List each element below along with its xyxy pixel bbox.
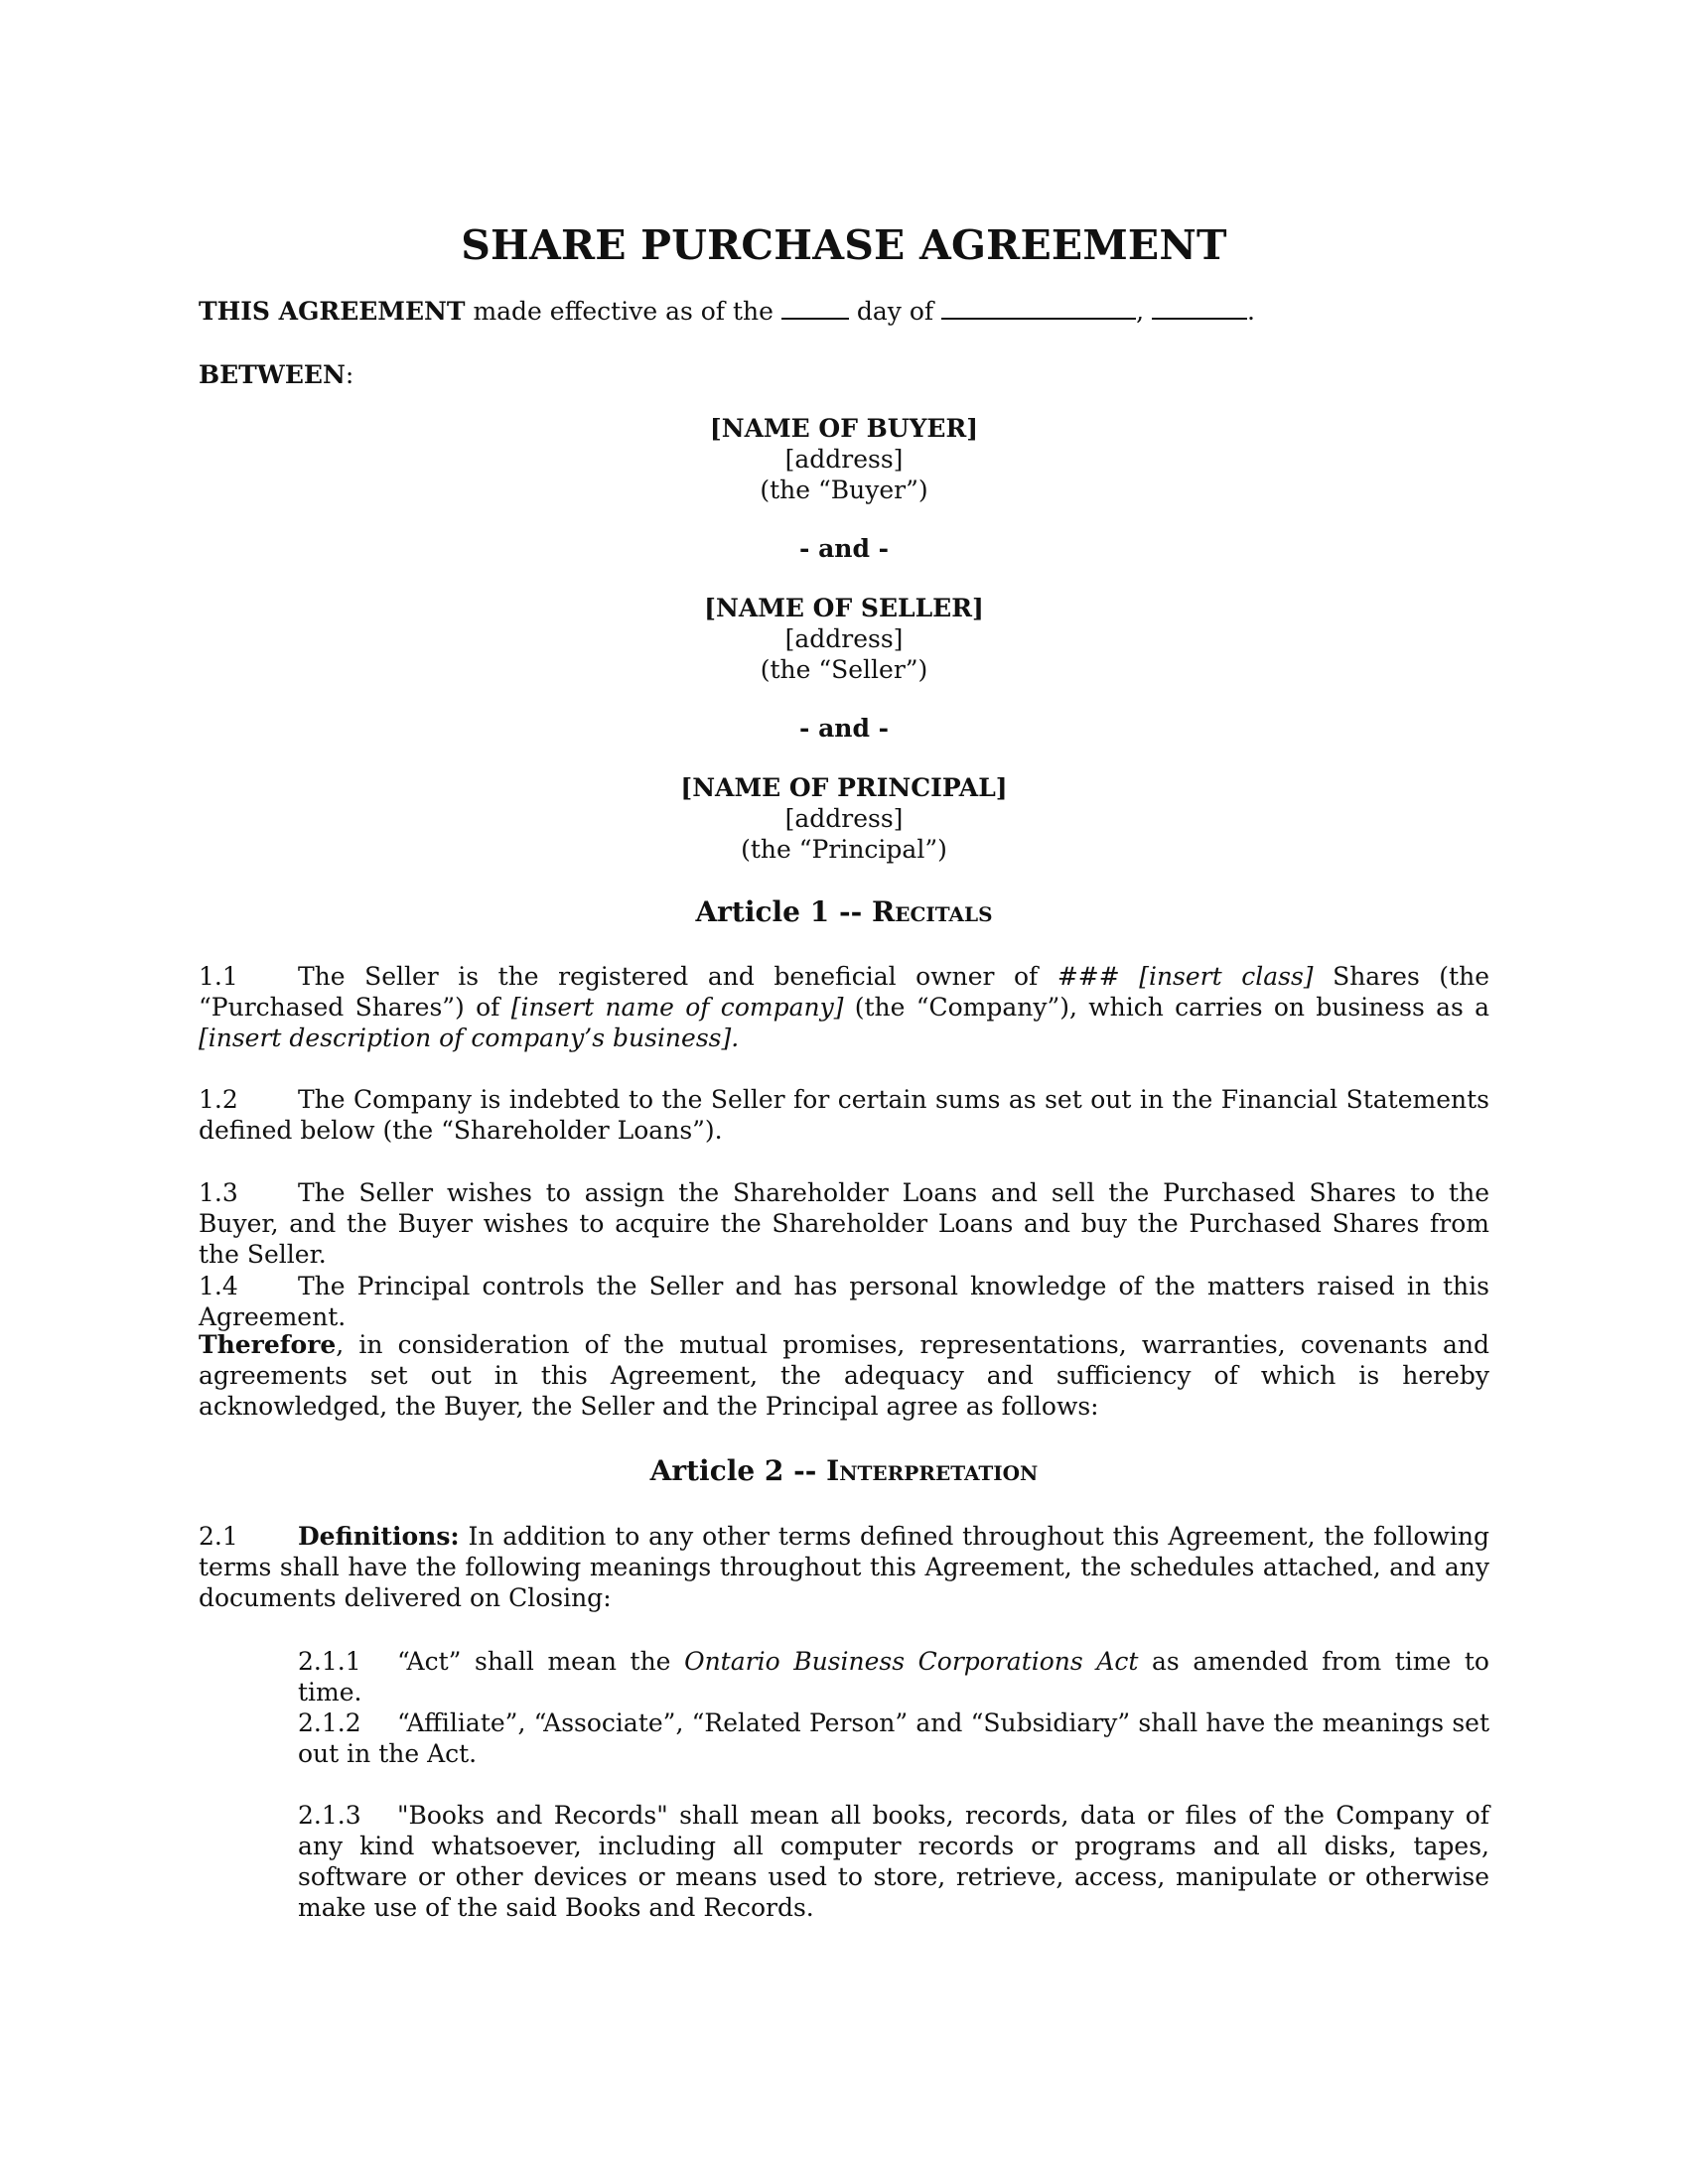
- clause-text: The Seller is the registered and beneficial owner of ###: [298, 962, 1140, 991]
- day-blank[interactable]: [781, 296, 849, 320]
- article-2-heading: [199, 1455, 1489, 1486]
- party-name: [NAME OF PRINCIPAL]: [680, 773, 1008, 802]
- clause-placeholder: [insert name of company]: [510, 993, 844, 1022]
- clause-number: 2.1.1: [298, 1647, 361, 1676]
- clause-number: 1.3: [199, 1178, 238, 1207]
- clause-text: “Affiliate”, “Associate”, “Related Person” and “Subsidiary” shall have the meanings set out in the Act.: [298, 1708, 1489, 1768]
- article-name: Interpretation: [826, 1454, 1039, 1487]
- recital-1-1: [199, 961, 1489, 1053]
- and-separator: - and -: [798, 534, 889, 563]
- article-name: Recitals: [871, 895, 993, 928]
- clause-text: , in consideration of the mutual promises, representations, warranties, covenants and agreements set out in this Agreement, the adequacy and sufficiency of which is hereby acknowledged, the Buyer, the Seller and the Principal agree as follows:: [199, 1330, 1489, 1421]
- clause-text: The Principal controls the Seller and has personal knowledge of the matters raised in this Agreement.: [199, 1272, 1489, 1331]
- document-title: SHARE PURCHASE AGREEMENT: [461, 221, 1227, 269]
- recital-1-2: [199, 1084, 1489, 1146]
- agreement-intro: [199, 296, 1489, 327]
- party-alias: (the “Buyer”): [760, 476, 928, 504]
- intro-text: made effective as of the: [465, 297, 781, 326]
- party-name: [NAME OF SELLER]: [704, 594, 984, 622]
- definition-2-1-2: [298, 1707, 1489, 1769]
- clause-text: The Company is indebted to the Seller for certain sums as set out in the Financial Statements defined below (the “Shareholder Loans”).: [199, 1085, 1489, 1145]
- clause-number: 2.1.3: [298, 1801, 361, 1830]
- month-blank[interactable]: [941, 296, 1136, 320]
- definitions-lead: Definitions:: [298, 1522, 460, 1551]
- clause-text: “Act” shall mean the: [397, 1647, 685, 1676]
- party-address: [address]: [784, 804, 904, 833]
- between-text: BETWEEN: [199, 360, 346, 389]
- definitions-clause: [199, 1521, 1489, 1613]
- clause-placeholder: [insert description of company’s business].: [199, 1024, 740, 1052]
- clause-number: 2.1: [199, 1522, 238, 1551]
- party-alias: (the “Principal”): [741, 835, 947, 864]
- intro-text: ,: [1136, 297, 1152, 326]
- party-name: [NAME OF BUYER]: [709, 414, 979, 443]
- intro-lead: THIS AGREEMENT: [199, 297, 466, 326]
- definition-2-1-1: [298, 1646, 1489, 1707]
- clause-text: In addition to any other terms defined throughout this Agreement, the following terms shall have the following meanings throughout this Agreement, the schedules attached, and any documents delivered on Closing:: [199, 1522, 1489, 1612]
- party-seller: [199, 593, 1489, 685]
- year-blank[interactable]: [1152, 296, 1247, 320]
- recital-1-3: [199, 1177, 1489, 1270]
- clause-number: 1.1: [199, 962, 238, 991]
- document-page: [199, 0, 1489, 2184]
- clause-placeholder: [insert class]: [1139, 962, 1314, 991]
- party-alias: (the “Seller”): [760, 655, 928, 684]
- clause-text: "Books and Records" shall mean all books, records, data or files of the Company of any kind whatsoever, including all computer records or programs and all disks, tapes, software or other devices or means used to store, retrieve, access, manipulate or otherwise make use of the said Books and Records.: [298, 1801, 1489, 1922]
- between-label: [199, 359, 353, 390]
- clause-number: 1.2: [199, 1085, 238, 1114]
- article-label: Article 1 --: [695, 895, 872, 928]
- party-address: [address]: [784, 445, 904, 474]
- intro-text: .: [1246, 297, 1255, 326]
- article-label: Article 2 --: [649, 1454, 827, 1487]
- intro-text: day of: [848, 297, 942, 326]
- therefore-clause: [199, 1329, 1489, 1422]
- article-1-heading: [199, 896, 1489, 927]
- definition-2-1-3: [298, 1800, 1489, 1923]
- and-separator: - and -: [798, 714, 889, 743]
- party-buyer: [199, 413, 1489, 505]
- act-title: Ontario Business Corporations Act: [684, 1647, 1139, 1676]
- clause-number: 2.1.2: [298, 1708, 361, 1737]
- clause-text: (the “Company”), which carries on business as a: [843, 993, 1489, 1022]
- party-address: [address]: [784, 624, 904, 653]
- party-principal: [199, 772, 1489, 865]
- recital-1-4: [199, 1271, 1489, 1332]
- clause-text: Shares (the “Purchased Shares”) of: [199, 962, 1489, 1022]
- therefore-lead: Therefore: [199, 1330, 337, 1359]
- clause-text: as amended from time to time.: [298, 1647, 1489, 1706]
- clause-number: 1.4: [199, 1272, 238, 1300]
- clause-text: The Seller wishes to assign the Shareholder Loans and sell the Purchased Shares to the Buyer, and the Buyer wishes to acquire the Shareholder Loans and buy the Purchased Shares from the Seller.: [199, 1178, 1489, 1269]
- between-colon: :: [345, 360, 354, 389]
